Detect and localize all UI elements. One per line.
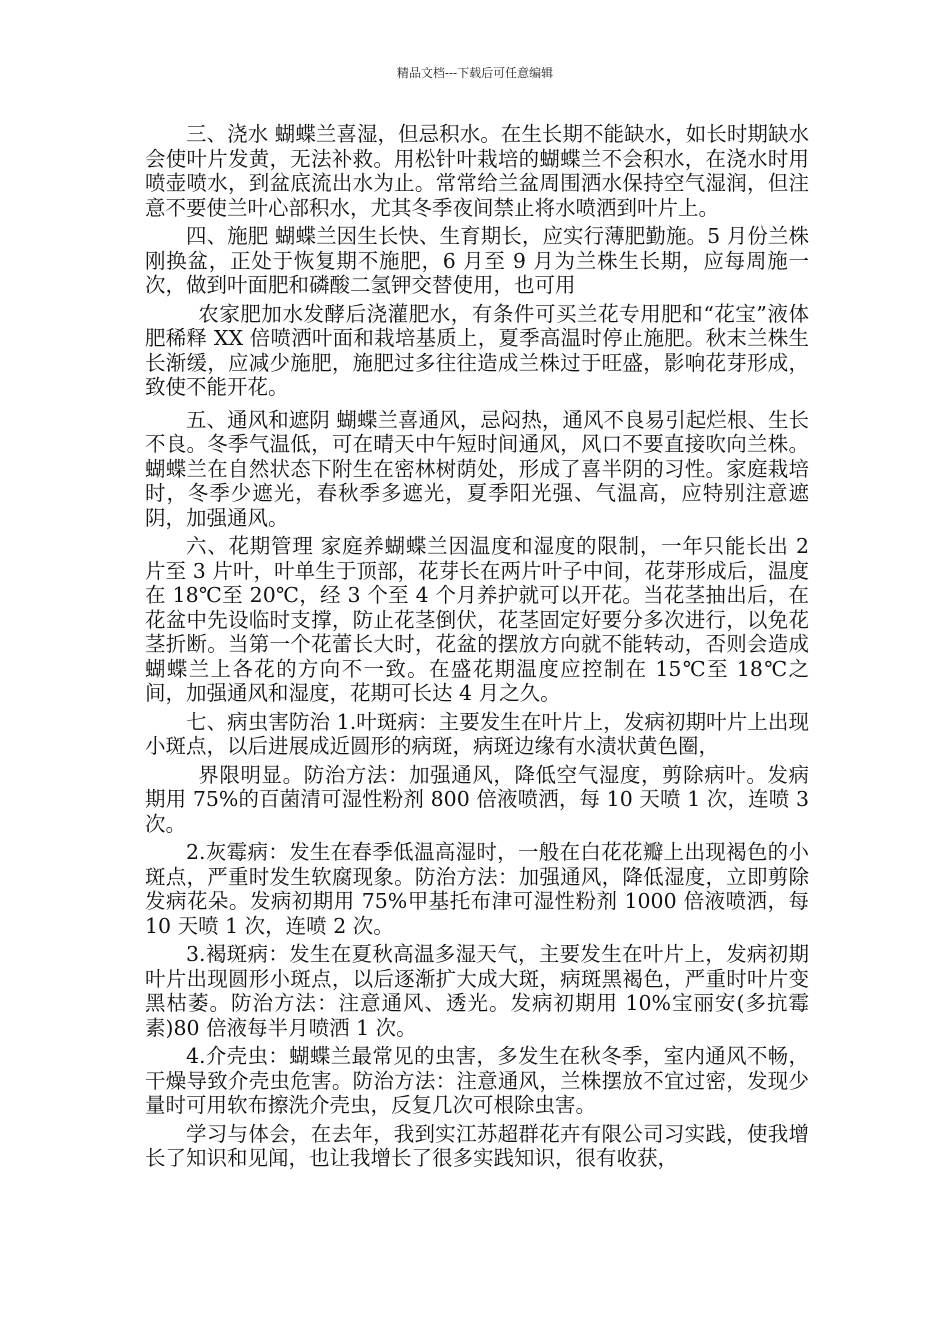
paragraph-scale-insect: 4.介壳虫：蝴蝶兰最常见的虫害，多发生在秋冬季，室内通风不畅，干燥导致介壳虫危害。防治方法：注意通风，兰株摆放不宜过密，发现少量时可用软布擦洗介壳虫，反复几次可根除虫害。 [145,1044,809,1117]
document-body [145,122,809,1175]
paragraph-pest-control: 七、病虫害防治 1.叶斑病：主要发生在叶片上，发病初期叶片上出现小斑点，以后进展成近圆形的病斑，病斑边缘有水渍状黄色圈， [145,709,809,758]
paragraph-gray-mold: 2.灰霉病：发生在春季低温高湿时，一般在白花花瓣上出现褐色的小斑点，严重时发生软腐现象。防治方法：加强通风，降低湿度，立即剪除发病花朵。发病初期用 75%甲基托布津可湿性粉剂 1000 倍液喷洒，每 10 天喷 1 次，连喷 2 次。 [145,840,809,938]
paragraph-leaf-spot-continued: 界限明显。防治方法：加强通风，降低空气湿度，剪除病叶。发病期用 75%的百菌清可湿性粉剂 800 倍液喷洒，每 10 天喷 1 次，连喷 3 次。 [145,762,809,836]
paragraph-ventilation-shading: 五、通风和遮阴 蝴蝶兰喜通风，忌闷热，通风不良易引起烂根、生长不良。冬季气温低，可在晴天中午短时间通风，风口不要直接吹向兰株。蝴蝶兰在自然状态下附生在密林树荫处，形成了喜半阴的习性。家庭栽培时，冬季少遮光，春秋季多遮光，夏季阳光强、气温高，应特别注意遮阴，加强通风。 [145,407,809,530]
paragraph-brown-spot: 3.褐斑病：发生在夏秋高温多湿天气，主要发生在叶片上，发病初期叶片出现圆形小斑点，以后逐渐扩大成大斑，病斑黑褐色，严重时叶片变黑枯萎。防治方法：注意通风、透光。发病初期用 10%宝丽安(多抗霉素)80 倍液每半月喷洒 1 次。 [145,942,809,1040]
paragraph-reflection: 学习与体会，在去年，我到实江苏超群花卉有限公司习实践，使我增长了知识和见闻，也让我增长了很多实践知识，很有收获， [145,1121,809,1170]
page-header: 精品文档---下载后可任意编辑 [396,66,554,80]
paragraph-watering: 三、浇水 蝴蝶兰喜湿，但忌积水。在生长期不能缺水，如长时期缺水会使叶片发黄，无法补救。用松针叶栽培的蝴蝶兰不会积水，在浇水时用喷壶喷水，到盆底流出水为止。常常给兰盆周围洒水保持空气湿润，但注意不要使兰叶心部积水，尤其冬季夜间禁止将水喷洒到叶片上。 [145,122,809,220]
paragraph-flowering-management: 六、花期管理 家庭养蝴蝶兰因温度和湿度的限制，一年只能长出 2 片至 3 片叶，叶单生于顶部，花芽长在两片叶子中间，花芽形成后，温度在 18℃至 20℃，经 3 个至 4 个月养护就可以开花。当花茎抽出后，在花盆中先设临时支撑，防止花茎倒伏，花茎固定好要分多次进行，以免花茎折断。当第一个花蕾长大时，花盆的摆放方向就不能转动，否则会造成蝴蝶兰上各花的方向不一致。在盛花期温度应控制在 15℃至 18℃之间，加强通风和湿度，花期可长达 4 月之久。 [145,534,809,705]
paragraph-fertilizing: 四、施肥 蝴蝶兰因生长快、生育期长，应实行薄肥勤施。5 月份兰株刚换盆，正处于恢复期不施肥，6 月至 9 月为兰株生长期，应每周施一次，做到叶面肥和磷酸二氢钾交替使用，也可用 [145,224,809,297]
paragraph-fertilizing-continued: 农家肥加水发酵后浇灌肥水，有条件可买兰花专用肥和“花宝”液体肥稀释 XX 倍喷洒叶面和栽培基质上，夏季高温时停止施肥。秋末兰株生长渐缓，应减少施肥，施肥过多往往造成兰株过于旺盛，影响花芽形成，致使不能开花。 [145,301,809,399]
